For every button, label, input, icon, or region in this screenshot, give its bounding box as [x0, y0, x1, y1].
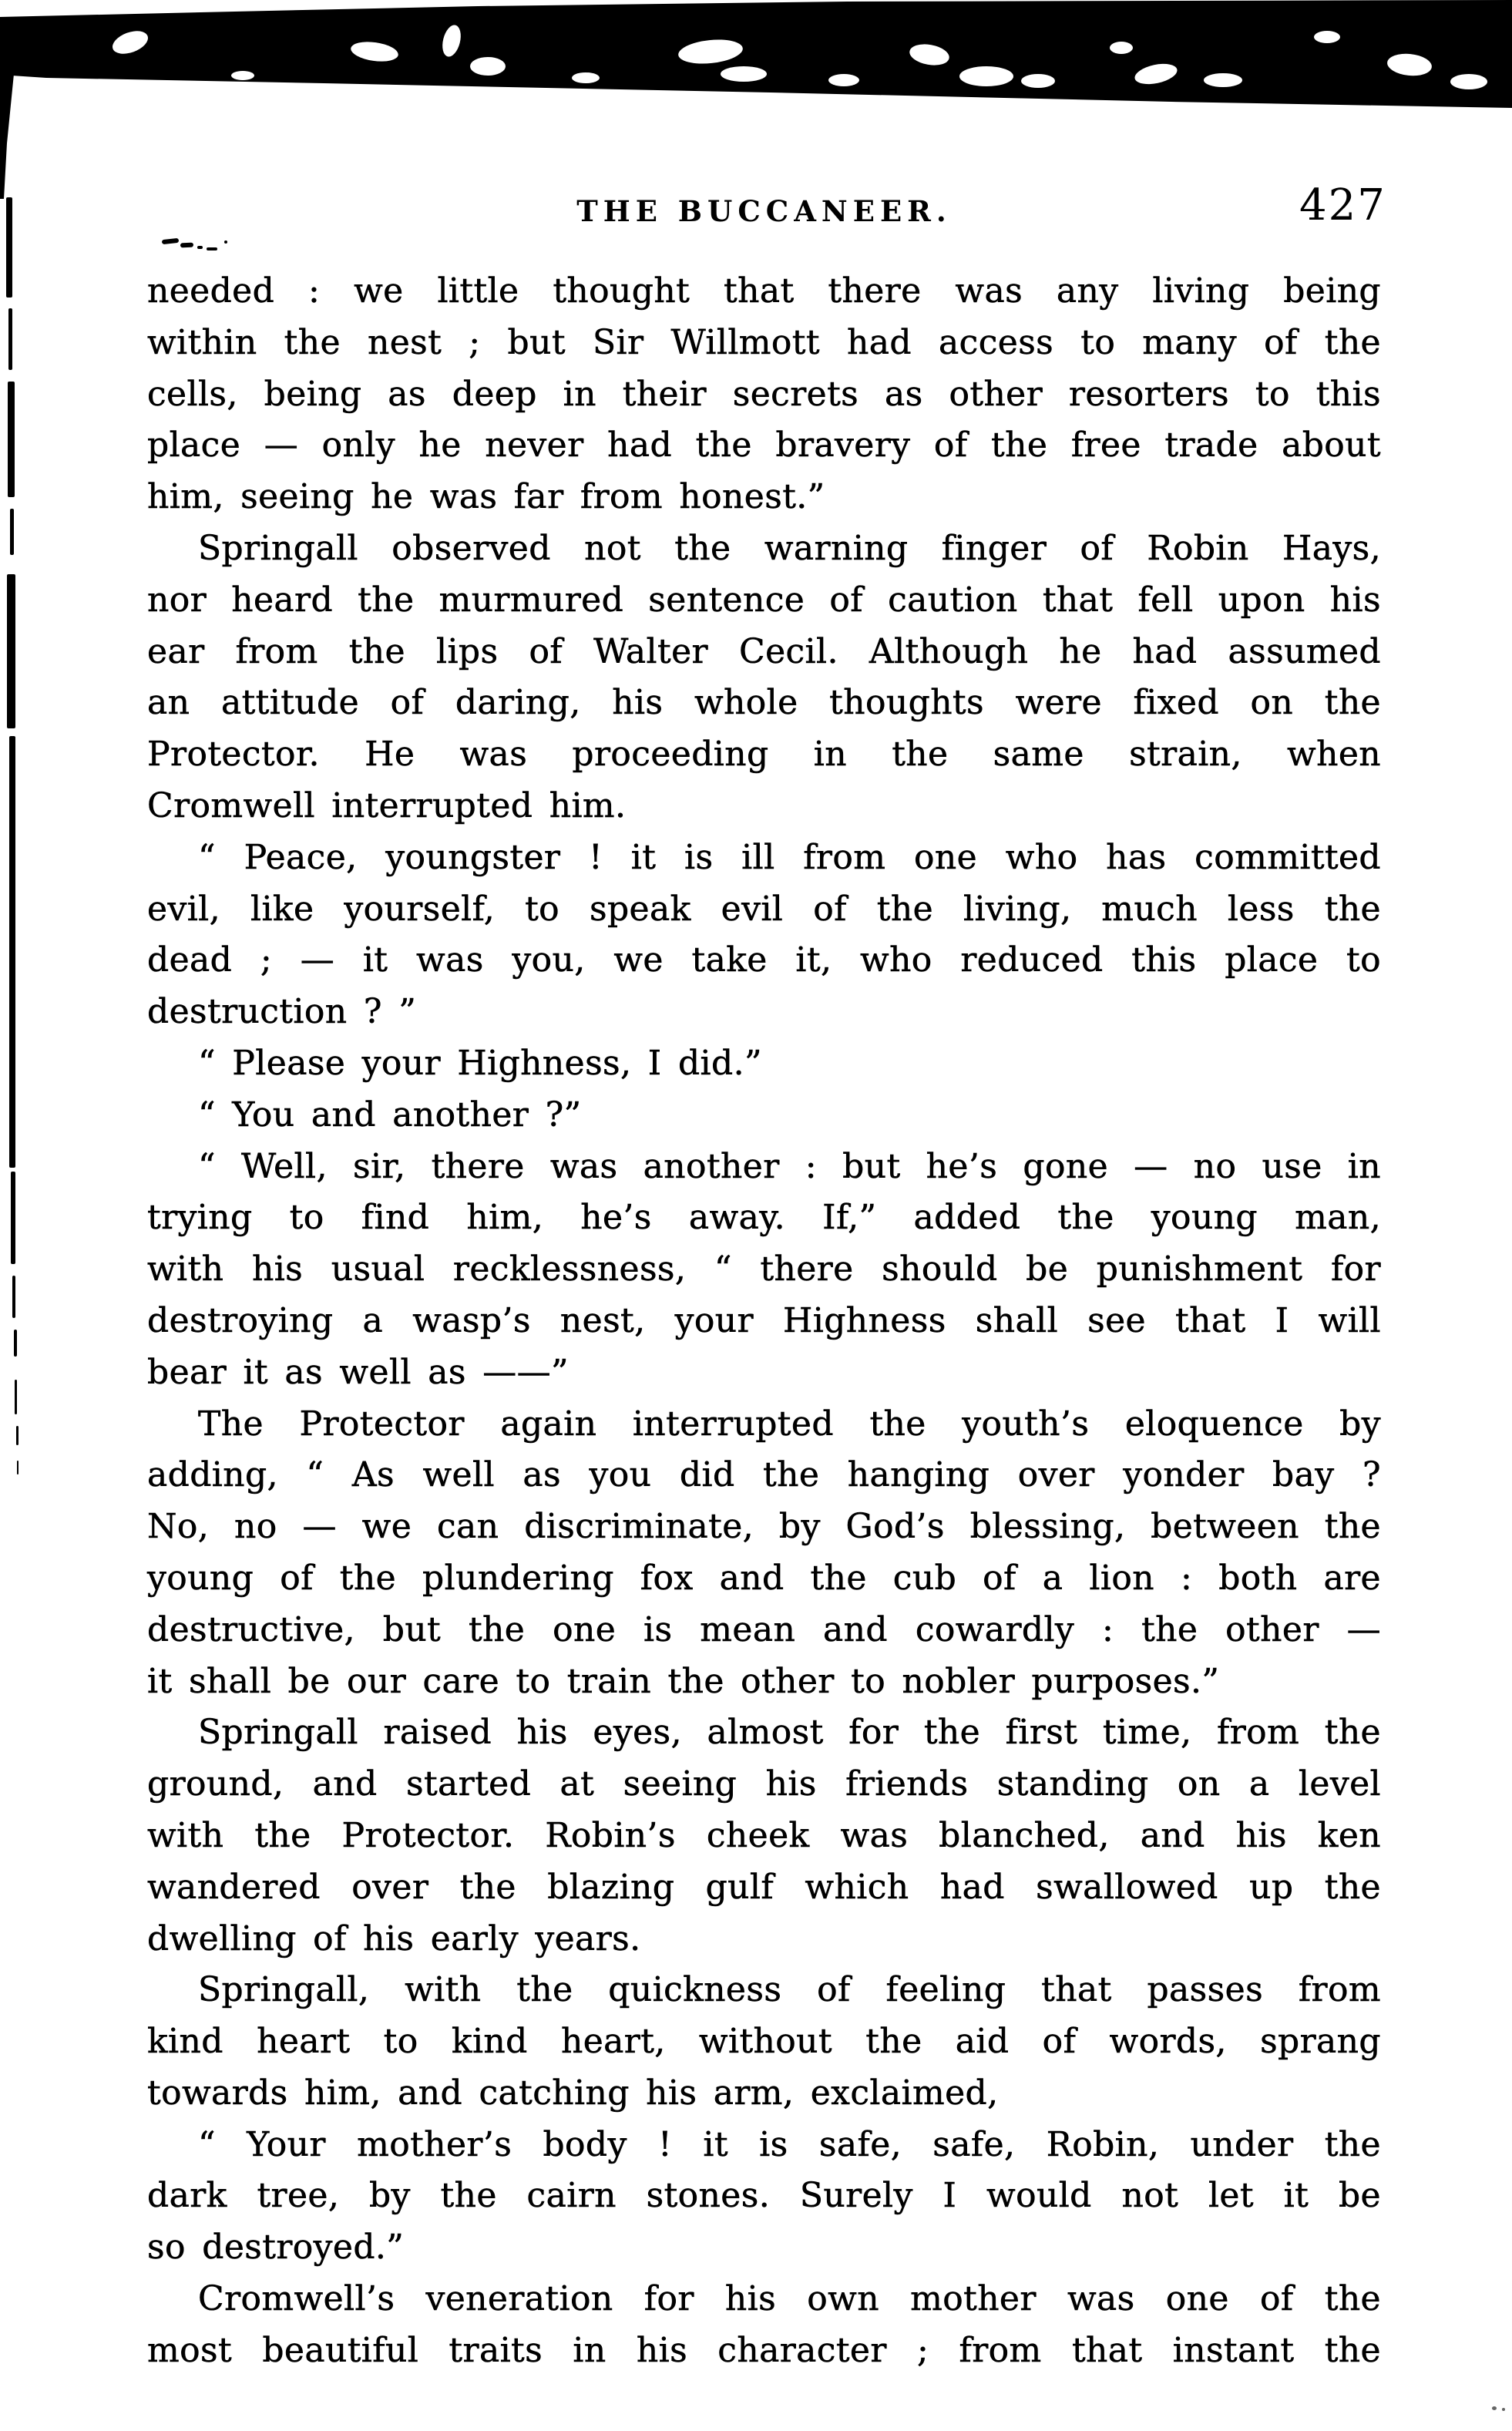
text-line: within the nest ; but Sir Willmott had access to many of the	[147, 322, 1381, 362]
text-line: destruction ? ”	[147, 992, 417, 1032]
text-line: with the Protector. Robin’s cheek was blanched, and his ken	[147, 1815, 1381, 1855]
text-line: Protector. He was proceeding in the same strain, when	[147, 735, 1381, 775]
text-line: nor heard the murmured sentence of caution that fell upon his	[147, 580, 1381, 620]
text-line: bear it as well as ——”	[147, 1352, 569, 1392]
running-header	[147, 194, 1381, 228]
text-line: “ Peace, youngster ! it is ill from one who has committed	[198, 837, 1381, 877]
page-title: THE BUCCANEER.	[576, 194, 952, 228]
text-line: most beautiful traits in his character ; from that instant the	[147, 2330, 1381, 2370]
text-line: “ Your mother’s body ! it is safe, safe, Robin, under the	[198, 2124, 1381, 2164]
text-line: “ Please your Highness, I did.”	[198, 1043, 762, 1083]
text-line: young of the plundering fox and the cub of a lion : both are	[147, 1558, 1381, 1598]
text-line: place — only he never had the bravery of the free trade about	[147, 425, 1381, 466]
page-number: 427	[1299, 180, 1386, 230]
text-line: The Protector again interrupted the youth’s eloquence by	[198, 1404, 1381, 1444]
text-line: “ Well, sir, there was another : but he’s gone — no use in	[198, 1146, 1381, 1186]
text-line: cells, being as deep in their secrets as other resorters to this	[147, 374, 1381, 414]
text-line: wandered over the blazing gulf which had swallowed up the	[147, 1867, 1381, 1907]
text-line: kind heart to kind heart, without the aid of words, sprang	[147, 2022, 1381, 2062]
text-line: Springall raised his eyes, almost for the first time, from the	[198, 1713, 1381, 1753]
text-line: so destroyed.”	[147, 2228, 405, 2268]
scan-artifact-bottom-dot	[1492, 2406, 1497, 2410]
text-line: Springall observed not the warning finger of Robin Hays,	[198, 528, 1381, 568]
text-line: needed : we little thought that there was any living being	[147, 271, 1381, 311]
text-line: trying to find him, he’s away. If,” added the young man,	[147, 1198, 1381, 1238]
scan-artifact-top-band	[0, 0, 1512, 116]
text-line: Springall, with the quickness of feeling that passes from	[198, 1970, 1381, 2010]
page-text	[147, 266, 1381, 2377]
text-line: dead ; — it was you, we take it, who reduced this place to	[147, 940, 1381, 980]
text-line: No, no — we can discriminate, by God’s blessing, between the	[147, 1507, 1381, 1547]
text-line: destructive, but the one is mean and cowardly : the other —	[147, 1609, 1381, 1649]
text-line: adding, “ As well as you did the hanging over yonder bay ?	[147, 1455, 1381, 1495]
text-line: dwelling of his early years.	[147, 1918, 641, 1959]
text-line: an attitude of daring, his whole thoughts were fixed on the	[147, 683, 1381, 723]
text-line: Cromwell’s veneration for his own mother was one of the	[198, 2279, 1381, 2319]
text-line: ground, and started at seeing his friends standing on a level	[147, 1764, 1381, 1804]
text-line: dark tree, by the cairn stones. Surely I would not let it be	[147, 2176, 1381, 2216]
text-line: him, seeing he was far from honest.”	[147, 477, 825, 517]
text-line: Cromwell interrupted him.	[147, 785, 627, 825]
text-line: with his usual recklessness, “ there should be punishment for	[147, 1249, 1381, 1289]
text-line: ear from the lips of Walter Cecil. Although he had assumed	[147, 631, 1381, 671]
text-line: evil, like yourself, to speak evil of the living, much less the	[147, 889, 1381, 929]
text-line: destroying a wasp’s nest, your Highness shall see that I will	[147, 1300, 1381, 1340]
scan-artifact-wedge	[0, 74, 15, 199]
text-line: it shall be our care to train the other to nobler purposes.”	[147, 1661, 1220, 1701]
text-line: “ You and another ?”	[198, 1094, 582, 1135]
text-line: towards him, and catching his arm, exclaimed,	[147, 2073, 999, 2113]
scan-artifact-bottom-dot	[1502, 2408, 1505, 2411]
